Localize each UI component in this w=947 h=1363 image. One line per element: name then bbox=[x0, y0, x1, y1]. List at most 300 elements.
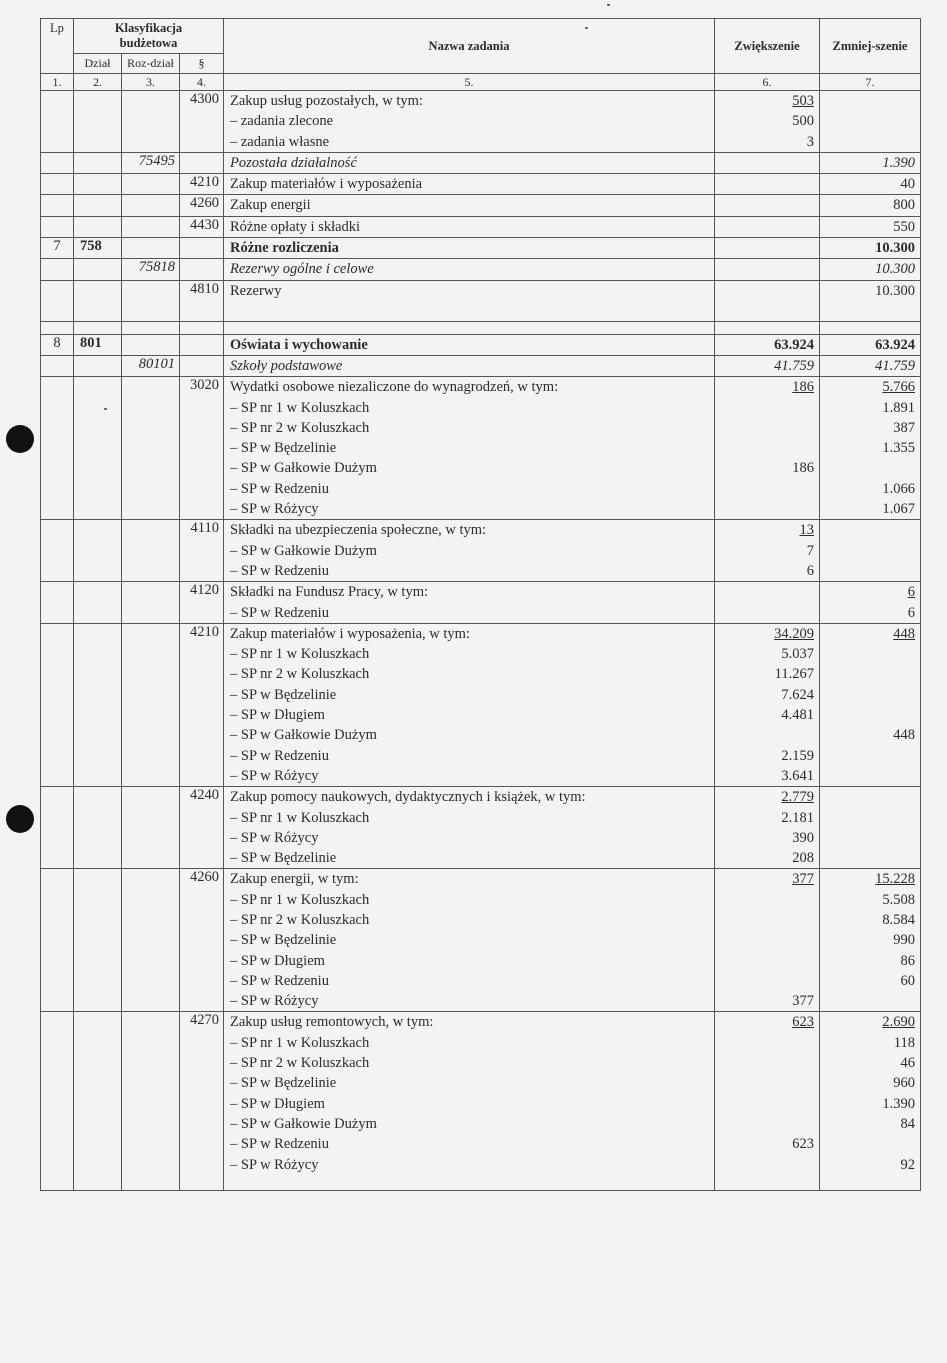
task-name: Szkoły podstawowe bbox=[230, 357, 343, 374]
task-name: Zakup energii, w tym: bbox=[230, 871, 359, 888]
column-number: 1. bbox=[41, 74, 74, 91]
task-name: – SP w Będzelinie bbox=[230, 686, 337, 703]
decrease-value: 6 bbox=[907, 584, 915, 601]
decrease-value: 1.390 bbox=[882, 154, 915, 171]
increase-value: 63.924 bbox=[774, 336, 814, 353]
task-name: Zakup materiałów i wyposażenia bbox=[230, 176, 423, 193]
paragraf-cell bbox=[180, 152, 224, 173]
paragraf-cell: 4810 bbox=[180, 280, 224, 321]
task-name: – SP nr 2 w Koluszkach bbox=[230, 419, 370, 436]
decrease-value: 5.766 bbox=[882, 379, 915, 396]
decrease-value bbox=[826, 520, 915, 540]
zmniejszenie-cell bbox=[820, 520, 921, 582]
header-zwiekszenie: Zwiększenie bbox=[715, 19, 820, 74]
increase-value bbox=[721, 281, 814, 301]
zwiekszenie-cell bbox=[715, 238, 820, 259]
dzial-cell bbox=[74, 174, 122, 195]
decrease-value bbox=[826, 132, 915, 152]
task-name: Rezerwy bbox=[230, 282, 282, 299]
paragraf-cell bbox=[180, 259, 224, 280]
decrease-value: 1.066 bbox=[882, 480, 915, 497]
column-number: 3. bbox=[122, 74, 180, 91]
increase-value bbox=[721, 951, 814, 971]
decrease-value: 990 bbox=[893, 932, 915, 949]
header-klasyfikacja: Klasyfikacja budżetowa bbox=[74, 19, 224, 54]
task-name: – SP nr 1 w Koluszkach bbox=[230, 646, 370, 663]
decrease-value: 10.300 bbox=[875, 261, 915, 278]
task-name: Zakup pomocy naukowych, dydaktycznych i książek, w tym: bbox=[230, 789, 586, 806]
lp-cell: 7 bbox=[41, 238, 74, 259]
rozdzial-cell bbox=[122, 623, 180, 786]
increase-value bbox=[721, 725, 814, 745]
dzial-cell: 801 bbox=[74, 334, 122, 355]
task-name: – SP w Długiem bbox=[230, 952, 325, 969]
table-row bbox=[41, 259, 921, 280]
nazwa-cell bbox=[224, 259, 715, 280]
lp-cell bbox=[41, 787, 74, 869]
nazwa-cell bbox=[224, 1012, 715, 1191]
decrease-value bbox=[826, 991, 915, 1011]
dzial-cell bbox=[74, 355, 122, 376]
decrease-value bbox=[826, 541, 915, 561]
increase-value: 5.037 bbox=[781, 646, 814, 663]
decrease-value: 46 bbox=[900, 1055, 915, 1072]
column-number: 7. bbox=[820, 74, 921, 91]
header-nazwa: Nazwa zadania bbox=[224, 19, 715, 74]
decrease-value: 8.584 bbox=[882, 911, 915, 928]
table-row bbox=[41, 280, 921, 321]
increase-value: 11.267 bbox=[774, 666, 814, 683]
punch-hole-top bbox=[6, 425, 34, 453]
zmniejszenie-cell bbox=[820, 216, 921, 237]
task-name: – SP w Będzelinie bbox=[230, 932, 337, 949]
rozdzial-cell bbox=[122, 91, 180, 153]
header-zmniejszenie: Zmniej-szenie bbox=[820, 19, 921, 74]
increase-value: 186 bbox=[792, 379, 814, 396]
nazwa-cell bbox=[224, 787, 715, 869]
increase-value bbox=[721, 217, 814, 237]
decrease-value: 118 bbox=[893, 1034, 915, 1051]
decrease-value bbox=[826, 848, 915, 868]
zmniejszenie-cell bbox=[820, 623, 921, 786]
header-lp: Lp bbox=[41, 19, 74, 74]
increase-value bbox=[721, 238, 814, 258]
task-name: Różne opłaty i składki bbox=[230, 218, 361, 235]
rozdzial-cell bbox=[122, 787, 180, 869]
increase-value bbox=[721, 890, 814, 910]
increase-value bbox=[721, 1094, 814, 1114]
rozdzial-cell: 75818 bbox=[122, 259, 180, 280]
nazwa-cell bbox=[224, 582, 715, 624]
decrease-value bbox=[826, 746, 915, 766]
increase-value: 7.624 bbox=[781, 686, 814, 703]
nazwa-cell bbox=[224, 91, 715, 153]
task-name: – SP w Długiem bbox=[230, 1095, 325, 1112]
dzial-cell bbox=[74, 377, 122, 520]
zwiekszenie-cell bbox=[715, 216, 820, 237]
increase-value bbox=[721, 153, 814, 173]
rozdzial-cell bbox=[122, 280, 180, 321]
task-name: – SP w Różycy bbox=[230, 767, 319, 784]
table-row bbox=[41, 869, 921, 1012]
dzial-cell bbox=[74, 280, 122, 321]
decrease-value bbox=[826, 766, 915, 786]
zwiekszenie-cell bbox=[715, 280, 820, 321]
task-name: – SP w Będzelinie bbox=[230, 850, 337, 867]
paragraf-cell: 4430 bbox=[180, 216, 224, 237]
decrease-value bbox=[826, 787, 915, 807]
increase-value: 208 bbox=[792, 850, 814, 867]
dzial-cell bbox=[74, 195, 122, 216]
paragraf-cell bbox=[180, 238, 224, 259]
task-name: Zakup usług pozostałych, w tym: bbox=[230, 93, 423, 109]
lp-cell bbox=[41, 520, 74, 582]
paragraf-cell: 4210 bbox=[180, 623, 224, 786]
task-name: Składki na ubezpieczenia społeczne, w tym: bbox=[230, 522, 487, 539]
task-name: – SP w Będzelinie bbox=[230, 1075, 337, 1092]
decrease-value: 1.390 bbox=[882, 1095, 915, 1112]
increase-value bbox=[721, 971, 814, 991]
decrease-value bbox=[826, 561, 915, 581]
column-number: 6. bbox=[715, 74, 820, 91]
nazwa-cell bbox=[224, 280, 715, 321]
rozdzial-cell bbox=[122, 174, 180, 195]
increase-value: 41.759 bbox=[774, 357, 814, 374]
decrease-value: 387 bbox=[893, 419, 915, 436]
increase-value: 623 bbox=[792, 1014, 814, 1031]
task-name: – SP nr 1 w Koluszkach bbox=[230, 809, 370, 826]
task-name: – SP w Różycy bbox=[230, 501, 319, 518]
decrease-value: 63.924 bbox=[875, 336, 915, 353]
increase-value: 2.779 bbox=[781, 789, 814, 806]
decrease-value bbox=[826, 111, 915, 131]
paragraf-cell: 4120 bbox=[180, 582, 224, 624]
zwiekszenie-cell bbox=[715, 1012, 820, 1191]
decrease-value: 92 bbox=[900, 1156, 915, 1173]
decrease-value: 40 bbox=[900, 176, 915, 193]
table-row bbox=[41, 582, 921, 624]
task-name: – SP w Różycy bbox=[230, 993, 319, 1010]
paragraf-cell: 4260 bbox=[180, 195, 224, 216]
nazwa-cell bbox=[224, 520, 715, 582]
decrease-value: 2.690 bbox=[882, 1014, 915, 1031]
decrease-value bbox=[826, 1134, 915, 1154]
zmniejszenie-cell bbox=[820, 787, 921, 869]
increase-value: 377 bbox=[792, 871, 814, 888]
task-name: – SP nr 1 w Koluszkach bbox=[230, 1034, 370, 1051]
rozdzial-cell: 80101 bbox=[122, 355, 180, 376]
decrease-value: 1.891 bbox=[882, 399, 915, 416]
increase-value bbox=[721, 1114, 814, 1134]
task-name: – SP w Gałkowie Dużym bbox=[230, 460, 377, 477]
decrease-value: 84 bbox=[900, 1115, 915, 1132]
nazwa-cell bbox=[224, 623, 715, 786]
increase-value: 34.209 bbox=[774, 625, 814, 642]
task-name: Rezerwy ogólne i celowe bbox=[230, 261, 374, 278]
increase-value bbox=[721, 479, 814, 499]
task-name: Oświata i wychowanie bbox=[230, 336, 368, 353]
paragraf-cell: 4210 bbox=[180, 174, 224, 195]
task-name: Zakup energii bbox=[230, 197, 311, 214]
decrease-value: 41.759 bbox=[875, 357, 915, 374]
increase-value: 390 bbox=[792, 829, 814, 846]
dzial-cell: 758 bbox=[74, 238, 122, 259]
nazwa-cell bbox=[224, 334, 715, 355]
increase-value bbox=[721, 398, 814, 418]
nazwa-cell bbox=[224, 174, 715, 195]
increase-value: 623 bbox=[792, 1136, 814, 1153]
table-row bbox=[41, 377, 921, 520]
decrease-value: 10.300 bbox=[875, 240, 915, 257]
budget-table-body bbox=[41, 91, 921, 1191]
paragraf-cell: 3020 bbox=[180, 377, 224, 520]
nazwa-cell bbox=[224, 216, 715, 237]
table-row bbox=[41, 238, 921, 259]
task-name: – SP w Redzeniu bbox=[230, 604, 329, 621]
task-name: – SP w Różycy bbox=[230, 829, 319, 846]
zwiekszenie-cell bbox=[715, 334, 820, 355]
dzial-cell bbox=[74, 582, 122, 624]
paragraf-cell: 4270 bbox=[180, 1012, 224, 1191]
task-name: – zadania własne bbox=[230, 133, 330, 150]
lp-cell bbox=[41, 216, 74, 237]
task-name: – SP w Redzeniu bbox=[230, 562, 329, 579]
task-name: – SP w Długiem bbox=[230, 707, 325, 724]
increase-value bbox=[721, 259, 814, 279]
task-name: – SP nr 2 w Koluszkach bbox=[230, 1055, 370, 1072]
dzial-cell bbox=[74, 623, 122, 786]
table-row bbox=[41, 334, 921, 355]
rozdzial-cell bbox=[122, 520, 180, 582]
dzial-cell bbox=[74, 152, 122, 173]
increase-value: 377 bbox=[792, 993, 814, 1010]
task-name: – SP w Redzeniu bbox=[230, 972, 329, 989]
lp-cell bbox=[41, 152, 74, 173]
decrease-value: 550 bbox=[893, 218, 915, 235]
decrease-value: 15.228 bbox=[875, 871, 915, 888]
decrease-value bbox=[826, 808, 915, 828]
column-number: 4. bbox=[180, 74, 224, 91]
paragraf-cell: 4300 bbox=[180, 91, 224, 153]
task-name: – SP w Gałkowie Dużym bbox=[230, 727, 377, 744]
increase-value: 503 bbox=[792, 93, 814, 109]
dzial-cell bbox=[74, 787, 122, 869]
punch-hole-bottom bbox=[6, 805, 34, 833]
table-row bbox=[41, 216, 921, 237]
column-number: 2. bbox=[74, 74, 122, 91]
increase-value: 4.481 bbox=[781, 707, 814, 724]
lp-cell bbox=[41, 280, 74, 321]
decrease-value: 6 bbox=[907, 604, 915, 621]
decrease-value bbox=[826, 644, 915, 664]
lp-cell bbox=[41, 355, 74, 376]
zwiekszenie-cell bbox=[715, 355, 820, 376]
decrease-value: 1.355 bbox=[882, 440, 915, 457]
table-row bbox=[41, 787, 921, 869]
paragraf-cell: 4240 bbox=[180, 787, 224, 869]
nazwa-cell bbox=[224, 238, 715, 259]
zmniejszenie-cell bbox=[820, 195, 921, 216]
zwiekszenie-cell bbox=[715, 259, 820, 280]
decrease-value: 1.067 bbox=[882, 501, 915, 518]
increase-value bbox=[721, 418, 814, 438]
zwiekszenie-cell bbox=[715, 623, 820, 786]
rozdzial-cell bbox=[122, 216, 180, 237]
decrease-value bbox=[826, 91, 915, 111]
rozdzial-cell bbox=[122, 582, 180, 624]
increase-value bbox=[721, 910, 814, 930]
task-name: – SP nr 2 w Koluszkach bbox=[230, 911, 370, 928]
task-name: – SP w Różycy bbox=[230, 1156, 319, 1173]
increase-value: 2.159 bbox=[781, 747, 814, 764]
nazwa-cell bbox=[224, 195, 715, 216]
zwiekszenie-cell bbox=[715, 377, 820, 520]
decrease-value: 5.508 bbox=[882, 891, 915, 908]
budget-table bbox=[40, 18, 921, 1191]
dzial-cell bbox=[74, 520, 122, 582]
header-paragraf: § bbox=[180, 54, 224, 74]
lp-cell bbox=[41, 869, 74, 1012]
lp-cell bbox=[41, 195, 74, 216]
increase-value bbox=[721, 174, 814, 194]
task-name: Zakup materiałów i wyposażenia, w tym: bbox=[230, 625, 470, 642]
nazwa-cell bbox=[224, 377, 715, 520]
table-row bbox=[41, 623, 921, 786]
zmniejszenie-cell bbox=[820, 238, 921, 259]
table-row bbox=[41, 174, 921, 195]
increase-value: 3.641 bbox=[781, 767, 814, 784]
rozdzial-cell: 75495 bbox=[122, 152, 180, 173]
task-name: – SP w Będzelinie bbox=[230, 440, 337, 457]
zmniejszenie-cell bbox=[820, 355, 921, 376]
zmniejszenie-cell bbox=[820, 152, 921, 173]
increase-value: 7 bbox=[806, 542, 814, 559]
zwiekszenie-cell bbox=[715, 787, 820, 869]
paragraf-cell bbox=[180, 334, 224, 355]
rozdzial-cell bbox=[122, 869, 180, 1012]
increase-value bbox=[721, 195, 814, 215]
paragraf-cell: 4110 bbox=[180, 520, 224, 582]
zmniejszenie-cell bbox=[820, 869, 921, 1012]
task-name: – SP w Redzeniu bbox=[230, 480, 329, 497]
nazwa-cell bbox=[224, 869, 715, 1012]
task-name: Składki na Fundusz Pracy, w tym: bbox=[230, 584, 429, 601]
increase-value bbox=[721, 1033, 814, 1053]
header-rozdzial: Roz-dział bbox=[122, 54, 180, 74]
task-name: – SP w Gałkowie Dużym bbox=[230, 542, 377, 559]
table-row bbox=[41, 1012, 921, 1191]
table-row bbox=[41, 152, 921, 173]
task-name: Pozostała działalność bbox=[230, 154, 357, 171]
lp-cell bbox=[41, 259, 74, 280]
dzial-cell bbox=[74, 216, 122, 237]
increase-value: 6 bbox=[806, 562, 814, 579]
increase-value bbox=[721, 930, 814, 950]
decrease-value bbox=[826, 828, 915, 848]
nazwa-cell bbox=[224, 355, 715, 376]
table-row bbox=[41, 195, 921, 216]
dzial-cell bbox=[74, 1012, 122, 1191]
task-name: – SP nr 2 w Koluszkach bbox=[230, 666, 370, 683]
nazwa-cell bbox=[224, 152, 715, 173]
column-number-row bbox=[41, 74, 921, 91]
increase-value bbox=[721, 1073, 814, 1093]
increase-value bbox=[721, 582, 814, 602]
zmniejszenie-cell bbox=[820, 377, 921, 520]
table-gap bbox=[41, 321, 921, 334]
zmniejszenie-cell bbox=[820, 259, 921, 280]
scan-speck bbox=[607, 4, 610, 6]
lp-cell bbox=[41, 623, 74, 786]
decrease-value: 60 bbox=[900, 972, 915, 989]
task-name: Zakup usług remontowych, w tym: bbox=[230, 1014, 434, 1031]
paragraf-cell: 4260 bbox=[180, 869, 224, 1012]
zwiekszenie-cell bbox=[715, 195, 820, 216]
rozdzial-cell bbox=[122, 238, 180, 259]
header-dzial: Dział bbox=[74, 54, 122, 74]
table-row bbox=[41, 91, 921, 153]
budget-table-sheet bbox=[40, 18, 920, 1191]
increase-value bbox=[721, 499, 814, 519]
zmniejszenie-cell bbox=[820, 334, 921, 355]
decrease-value: 448 bbox=[893, 625, 915, 642]
zwiekszenie-cell bbox=[715, 152, 820, 173]
zwiekszenie-cell bbox=[715, 174, 820, 195]
lp-cell: 8 bbox=[41, 334, 74, 355]
decrease-value bbox=[826, 664, 915, 684]
lp-cell bbox=[41, 174, 74, 195]
decrease-value: 800 bbox=[893, 197, 915, 214]
task-name: – SP nr 1 w Koluszkach bbox=[230, 399, 370, 416]
lp-cell bbox=[41, 377, 74, 520]
increase-value bbox=[721, 603, 814, 623]
lp-cell bbox=[41, 1012, 74, 1191]
increase-value: 500 bbox=[792, 113, 814, 130]
paragraf-cell bbox=[180, 355, 224, 376]
zmniejszenie-cell bbox=[820, 174, 921, 195]
dzial-cell bbox=[74, 869, 122, 1012]
increase-value bbox=[721, 438, 814, 458]
increase-value: 2.181 bbox=[781, 809, 814, 826]
lp-cell bbox=[41, 582, 74, 624]
task-name: – SP nr 1 w Koluszkach bbox=[230, 891, 370, 908]
decrease-value bbox=[826, 685, 915, 705]
lp-cell bbox=[41, 91, 74, 153]
task-name: – SP w Redzeniu bbox=[230, 747, 329, 764]
decrease-value: 448 bbox=[893, 727, 915, 744]
increase-value: 3 bbox=[806, 133, 814, 150]
zmniejszenie-cell bbox=[820, 1012, 921, 1191]
decrease-value: 960 bbox=[893, 1075, 915, 1092]
increase-value: 13 bbox=[799, 522, 814, 539]
task-name: – zadania zlecone bbox=[230, 113, 334, 130]
zmniejszenie-cell bbox=[820, 582, 921, 624]
zwiekszenie-cell bbox=[715, 520, 820, 582]
decrease-value: 86 bbox=[900, 952, 915, 969]
table-row bbox=[41, 520, 921, 582]
table-row bbox=[41, 355, 921, 376]
decrease-value: 10.300 bbox=[875, 282, 915, 299]
dzial-cell bbox=[74, 259, 122, 280]
rozdzial-cell bbox=[122, 377, 180, 520]
zmniejszenie-cell bbox=[820, 280, 921, 321]
zwiekszenie-cell bbox=[715, 582, 820, 624]
task-name: – SP w Redzeniu bbox=[230, 1136, 329, 1153]
increase-value bbox=[721, 1155, 814, 1175]
task-name: – SP w Gałkowie Dużym bbox=[230, 1115, 377, 1132]
zwiekszenie-cell bbox=[715, 91, 820, 153]
decrease-value bbox=[826, 705, 915, 725]
